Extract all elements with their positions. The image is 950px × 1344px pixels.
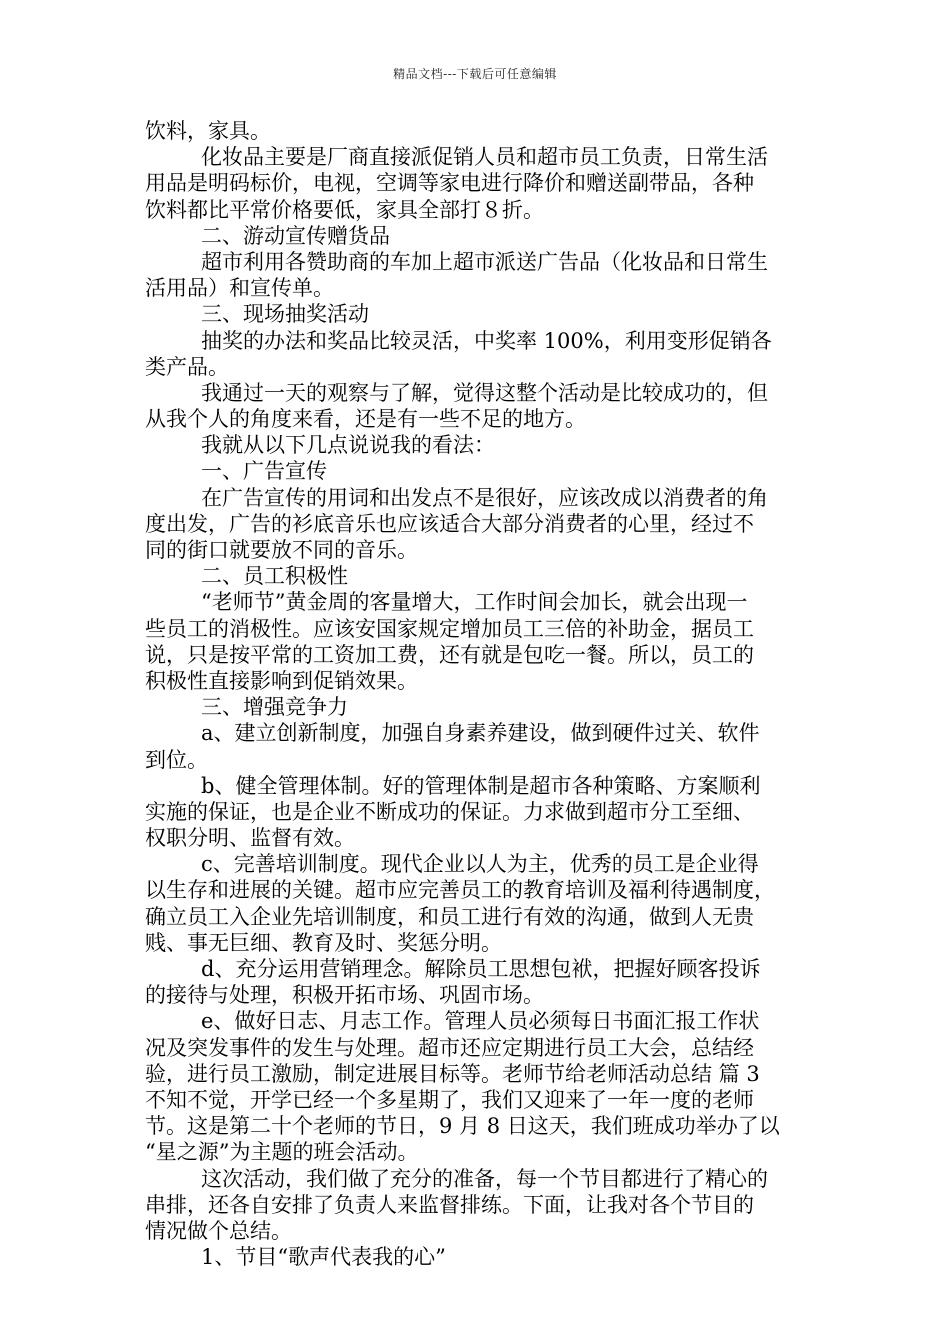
text-line: 超市利用各赞助商的车加上超市派送广告品（化妆品和日常生 [201,249,768,274]
text-line: 不知不觉，开学已经一个多星期了，我们又迎来了一年一度的老师 [145,1087,754,1112]
text-line: 这次活动，我们做了充分的准备，每一个节目都进行了精心的 [201,1166,768,1191]
text-line: 权职分明、监督有效。 [145,826,355,851]
text-line: 化妆品主要是厂商直接派促销人员和超市员工负责，日常生活 [201,145,768,170]
text-line: 我就从以下几点说说我的看法： [201,433,495,458]
text-line: 情况做个总结。 [145,1218,292,1243]
text-line: 我通过一天的观察与了解，觉得这整个活动是比较成功的，但 [201,380,768,405]
text-line: 1、节目“歌声代表我的心” [201,1245,446,1270]
text-line: 验，进行员工激励，制定进展目标等。老师节给老师活动总结 篇 3 [145,1061,760,1086]
text-line: 二、游动宣传赠货品 [201,223,390,248]
text-line: 类产品。 [145,354,229,379]
text-line: b、健全管理体制。好的管理体制是超市各种策略、方案顺利 [201,773,761,798]
text-line: 活用品）和宣传单。 [145,276,334,301]
text-line: 况及突发事件的发生与处理。超市还应定期进行员工大会，总结经 [145,1035,754,1060]
page-header: 精品文档---下载后可任意编辑 [393,67,557,81]
text-line: 些员工的消极性。应该安国家规定增加员工三倍的补助金，据员工 [145,616,754,641]
text-line: 度出发，广告的衫底音乐也应该适合大部分消费者的心里，经过不 [145,511,754,536]
text-line: 同的街口就要放不同的音乐。 [145,538,418,562]
text-line: 确立员工入企业先培训制度，和员工进行有效的沟通，做到人无贵 [145,904,754,929]
text-line: 一、广告宣传 [201,459,327,484]
text-line: c、完善培训制度。现代企业以人为主，优秀的员工是企业得 [201,852,759,877]
text-line: 饮料都比平常价格要低，家具全部打８折。 [145,197,544,222]
text-line: 到位。 [145,747,208,772]
text-line: a、建立创新制度，加强自身素养建设，做到硬件过关、软件 [201,721,760,746]
text-line: 三、现场抽奖活动 [201,302,369,327]
text-line: 二、员工积极性 [201,564,348,589]
text-line: 贱、事无巨细、教育及时、奖惩分明。 [145,930,502,955]
text-line: 串排，还各自安排了负责人来监督排练。下面，让我对各个节目的 [145,1192,754,1217]
text-line: 从我个人的角度来看，还是有一些不足的地方。 [145,407,586,432]
text-line: 说，只是按平常的工资加工费，还有就是包吃一餐。所以，员工的 [145,642,754,667]
text-line: 实施的保证，也是企业不断成功的保证。力求做到超市分工至细、 [145,799,754,824]
text-line: “星之源”为主题的班会活动。 [145,1140,419,1165]
text-line: 用品是明码标价，电视，空调等家电进行降价和赠送副带品，各种 [145,171,754,196]
text-line: d、充分运用营销理念。解除员工思想包袱，把握好顾客投诉 [201,957,761,981]
document-body [145,118,815,1270]
text-line: 三、增强竞争力 [201,695,348,720]
text-line: 积极性直接影响到促销效果。 [145,668,418,693]
text-line: “老师节”黄金周的客量增大，工作时间会加长，就会出现一 [201,590,748,615]
text-line: 饮料，家具。 [145,119,271,143]
text-line: 的接待与处理，积极开拓市场、巩固市场。 [145,983,544,1008]
text-line: 以生存和进展的关键。超市应完善员工的教育培训及福利待遇制度， [145,878,775,903]
text-line: 节。这是第二十个老师的节日，9 月 8 日这天，我们班成功举办了以 [145,1114,780,1139]
text-line: e、做好日志、月志工作。管理人员必须每日书面汇报工作状 [201,1009,760,1034]
text-line: 在广告宣传的用词和出发点不是很好，应该改成以消费者的角 [201,485,768,510]
text-line: 抽奖的办法和奖品比较灵活，中奖率 100%，利用变形促销各 [201,328,772,353]
